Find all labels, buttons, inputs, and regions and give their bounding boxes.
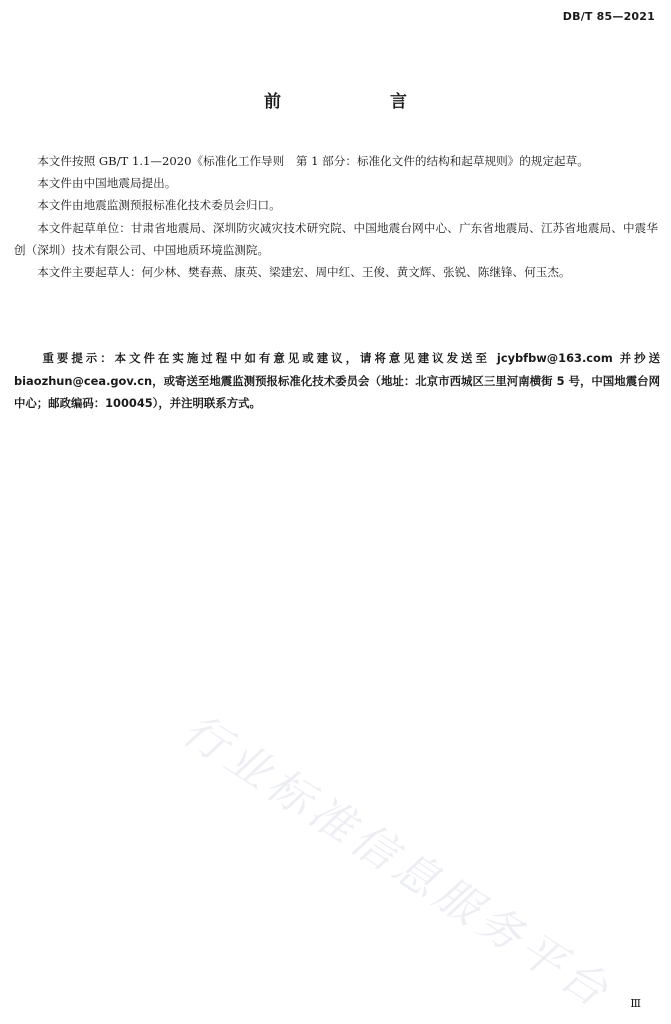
standard-code: DB/T 85—2021 (562, 10, 655, 23)
paragraph-drafting-rules: 本文件按照 GB/T 1.1—2020《标准化工作导则 第 1 部分：标准化文件的结构和起草规则》的规定起草。 (37, 154, 589, 168)
watermark: 行业标准信息服务平台 (173, 704, 621, 1020)
foreword-body (14, 150, 658, 283)
paragraph-proposer: 本文件由中国地震局提出。 (37, 176, 177, 191)
paragraph-drafters: 本文件主要起草人：何少林、樊春燕、康英、梁建宏、周中红、王俊、黄文辉、张锐、陈继锋、何玉杰。 (37, 265, 571, 280)
page-title: 前 言 (264, 92, 453, 112)
important-notice: 重要提示：本文件在实施过程中如有意见或建议，请将意见建议发送至 jcybfbw@163.com 并抄送 biaozhun@cea.gov.cn，或寄送至地震监测预报标准化技术委员会（地址：北京市西城区三里河南横街 5 号，中国地震台网中心；邮政编码：100045），并注明联系方式。 (14, 351, 660, 410)
paragraph-centralized-unit: 本文件由地震监测预报标准化技术委员会归口。 (37, 198, 281, 213)
paragraph-drafting-units: 本文件起草单位：甘肃省地震局、深圳防灾减灾技术研究院、中国地震台网中心、广东省地震局、江苏省地震局、中震华创（深圳）技术有限公司、中国地质环境监测院。 (14, 220, 658, 257)
page-number: Ⅲ (630, 997, 641, 1010)
